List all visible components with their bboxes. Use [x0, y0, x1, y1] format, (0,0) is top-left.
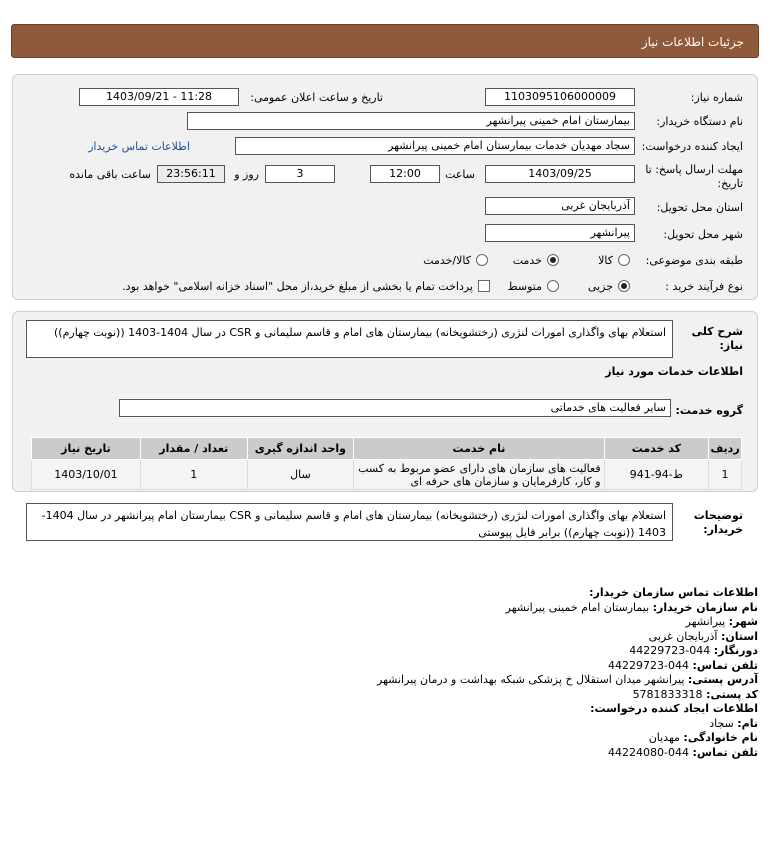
- category-option-goods-service: کالا/خدمت: [423, 254, 471, 267]
- deadline-date-field: 1403/09/25: [485, 165, 635, 183]
- col-header-unit: واحد اندازه گیری: [247, 438, 354, 460]
- process-label: نوع فرآیند خرید :: [665, 280, 743, 293]
- page-header: [11, 24, 759, 58]
- cell-code: ط-94-941: [604, 460, 709, 490]
- creator-name: سجاد: [709, 716, 734, 730]
- category-radio-service[interactable]: [547, 254, 559, 266]
- remaining-days-field: 3: [265, 165, 335, 183]
- need-number-field: 1103095106000009: [485, 88, 635, 106]
- col-header-code: کد خدمت: [604, 438, 709, 460]
- col-header-quantity: تعداد / مقدار: [140, 438, 247, 460]
- cell-quantity: 1: [140, 460, 247, 490]
- buyer-notes-label-line2: خریدار:: [703, 523, 743, 536]
- buyer-contact-link[interactable]: اطلاعات تماس خریدار: [88, 140, 190, 153]
- creator-family: مهدیان: [648, 731, 680, 744]
- need-number-label: شماره نیاز:: [690, 91, 743, 104]
- buyer-org-field: بیمارستان امام خمینی پیرانشهر: [187, 112, 635, 130]
- requester-label: ایجاد کننده درخواست:: [641, 140, 743, 153]
- days-label: روز و: [234, 168, 259, 181]
- process-option-medium: متوسط: [507, 280, 542, 293]
- table-row: [32, 460, 742, 490]
- contact-phone-label: تلفن تماس:: [692, 658, 758, 672]
- summary-text: استعلام بهای واگذاری امورات لنژری (رختشویخانه) بیمارستان های امام و قاسم سلیمانی و CSR در سال 1404-1403 ((نوبت چهارم)): [26, 320, 673, 358]
- city-field: پیرانشهر: [485, 224, 635, 242]
- creator-phone-label: تلفن تماس:: [692, 745, 758, 759]
- requester-field: سجاد مهدیان خدمات بیمارستان امام خمینی پیرانشهر: [235, 137, 635, 155]
- need-details-panel: [12, 74, 758, 300]
- need-description-panel: [12, 311, 758, 539]
- city-label: شهر محل تحویل:: [663, 228, 743, 241]
- contact-title: اطلاعات تماس سازمان خریدار:: [589, 586, 758, 599]
- contact-org: بیمارستان امام خمینی پیرانشهر: [505, 600, 650, 614]
- contact-phone: 044-44229723: [608, 658, 690, 672]
- summary-label-line1: شرح کلی: [691, 325, 743, 338]
- contact-info: [12, 586, 758, 760]
- deadline-time-label: ساعت: [445, 168, 475, 181]
- process-radio-medium[interactable]: [547, 280, 559, 292]
- category-option-goods: کالا: [598, 254, 613, 267]
- creator-name-label: نام:: [737, 716, 758, 730]
- service-group-label: گروه خدمت:: [675, 404, 743, 417]
- province-label: استان محل تحویل:: [656, 201, 743, 214]
- announce-datetime-label: تاریخ و ساعت اعلان عمومی:: [250, 91, 383, 104]
- buyer-org-label: نام دستگاه خریدار:: [656, 115, 743, 128]
- cell-name: فعالیت های سازمان های دارای عضو مربوط به کسب و کار، کارفرمایان و سازمان های حرفه ای: [354, 460, 604, 490]
- contact-postal: 5781833318: [632, 687, 703, 701]
- category-label: طبقه بندی موضوعی:: [645, 254, 743, 267]
- province-field: آذربایجان غربی: [485, 197, 635, 215]
- services-table-header: [32, 438, 742, 460]
- contact-city: پیرانشهر: [685, 615, 726, 628]
- contact-fax: 044-44229723: [629, 644, 711, 657]
- col-header-date: تاریخ نیاز: [32, 438, 141, 460]
- category-radio-goods[interactable]: [618, 254, 630, 266]
- creator-family-label: نام خانوادگی:: [683, 731, 758, 744]
- deadline-label-line2: تاریخ:: [717, 177, 743, 190]
- services-table: [31, 437, 742, 490]
- service-group-field: سایر فعالیت های خدماتی: [119, 399, 671, 417]
- buyer-notes-label-line1: توضیحات: [693, 509, 743, 522]
- treasury-payment-checkbox[interactable]: [478, 280, 490, 292]
- contact-province: آذربایجان غربی: [648, 629, 718, 643]
- category-radio-goods-service[interactable]: [476, 254, 488, 266]
- col-header-name: نام خدمت: [354, 438, 604, 460]
- col-header-row: ردیف: [709, 438, 742, 460]
- cell-unit: سال: [247, 460, 354, 490]
- treasury-payment-note: پرداخت تمام یا بخشی از مبلغ خرید،از محل "اسناد خزانه اسلامی" خواهد بود.: [122, 280, 473, 293]
- process-option-minor: جزیی: [587, 280, 613, 293]
- category-option-service: خدمت: [512, 254, 542, 267]
- summary-label-line2: نیاز:: [719, 339, 743, 352]
- deadline-label-line1: مهلت ارسال پاسخ: تا: [645, 163, 743, 176]
- announce-datetime-field: 1403/09/21 - 11:28: [79, 88, 239, 106]
- page-title: جزئیات اطلاعات نیاز: [641, 35, 744, 49]
- contact-org-label: نام سازمان خریدار:: [652, 600, 758, 614]
- remaining-label: ساعت باقی مانده: [69, 168, 151, 181]
- services-section-title: اطلاعات خدمات مورد نیاز: [605, 365, 743, 378]
- creator-title: اطلاعات ایجاد کننده درخواست:: [590, 702, 758, 715]
- creator-phone: 044-44224080: [608, 745, 690, 759]
- contact-address-label: آدرس پستی:: [687, 673, 758, 686]
- contact-fax-label: دورنگار:: [713, 644, 758, 657]
- contact-city-label: شهر:: [728, 615, 758, 628]
- cell-date: 1403/10/01: [32, 460, 141, 490]
- deadline-time-field: 12:00: [370, 165, 440, 183]
- process-radio-minor[interactable]: [618, 280, 630, 292]
- cell-row: 1: [709, 460, 742, 490]
- remaining-time-field: 23:56:11: [157, 165, 225, 183]
- contact-postal-label: کد پستی:: [706, 687, 758, 701]
- contact-province-label: استان:: [721, 629, 758, 643]
- contact-address: پیرانشهر میدان استقلال خ پزشکی شبکه بهداشت و درمان پیرانشهر: [377, 673, 685, 686]
- buyer-notes-text: استعلام بهای واگذاری امورات لنژری (رختشویخانه) بیمارستان های امام و قاسم سلیمانی و CSR بیمارستان امام پیرانشهر در سال 1404-1403 ((نوبت چهارم)) برابر فایل پیوستی: [26, 503, 673, 541]
